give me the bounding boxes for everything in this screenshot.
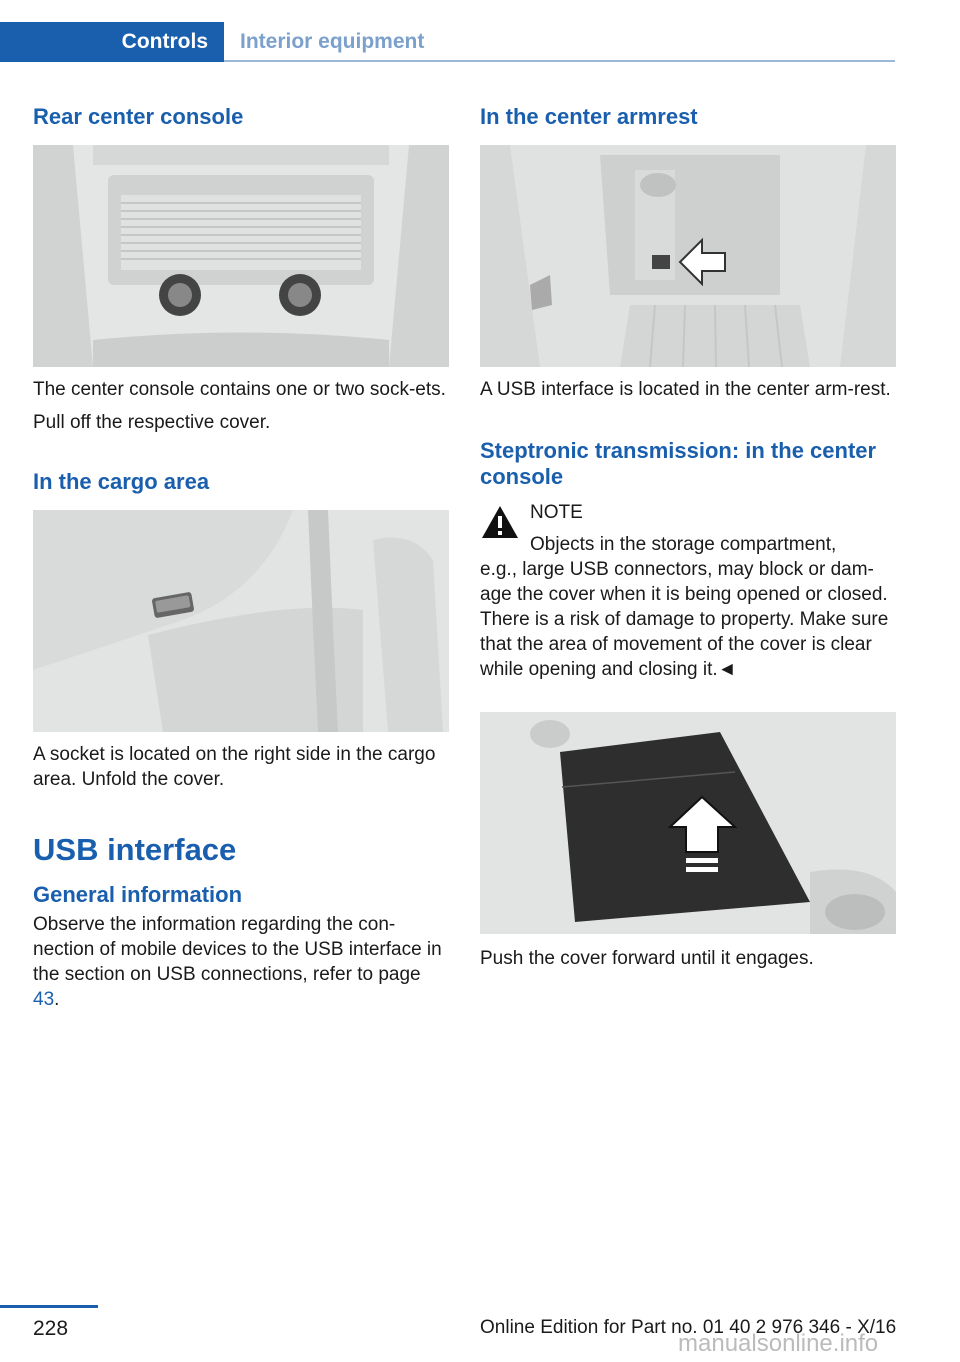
general-info-heading: General information	[33, 882, 243, 907]
note-text: e.g., large USB connectors, may block or dam-age the cover when it is being opened or closed. There is a risk of damage to property. Make sure that the area of movement of the cover is clear while opening and closing it.◄	[480, 559, 889, 680]
edition-text: Online Edition for Part no. 01 40 2 976 346 - X/16	[480, 1317, 897, 1338]
steptronic-cover-image	[480, 712, 896, 934]
header-divider	[224, 60, 895, 62]
note-block	[480, 500, 896, 557]
cargo-area-image	[33, 510, 449, 732]
tab-interior-equipment[interactable]: Interior equipment	[240, 30, 425, 53]
rear-console-image	[33, 145, 449, 367]
note-first-line: Objects in the storage compartment,	[530, 534, 837, 555]
page-number: 228	[33, 1317, 69, 1340]
right-column	[480, 100, 896, 971]
armrest-text: A USB interface is located in the center arm-rest.	[480, 379, 891, 400]
tab-controls[interactable]: Controls	[0, 22, 224, 62]
usb-heading: USB interface	[33, 832, 237, 867]
cargo-heading: In the cargo area	[33, 469, 210, 494]
steptronic-heading: Steptronic transmission: in the center console	[480, 438, 877, 489]
header-bar	[0, 22, 895, 62]
rear-console-text-1: The center console contains one or two sock-ets.	[33, 379, 446, 400]
watermark: manualsonline.info	[678, 1330, 879, 1357]
rear-console-heading: Rear center console	[33, 104, 244, 129]
armrest-heading: In the center armrest	[480, 104, 698, 129]
general-info-text: Observe the information regarding the con-nection of mobile devices to the USB interface in the section on USB connections, refer to page 43.	[33, 914, 442, 1010]
page-43-link[interactable]: 43	[33, 989, 55, 1010]
left-column	[33, 100, 449, 1012]
warning-icon	[480, 504, 520, 540]
rear-console-text-2: Pull off the respective cover.	[33, 412, 271, 433]
footer-divider	[0, 1305, 98, 1308]
armrest-image	[480, 145, 896, 367]
push-cover-text: Push the cover forward until it engages.	[480, 948, 814, 969]
note-label: NOTE	[530, 502, 583, 523]
cargo-text: A socket is located on the right side in the cargo area. Unfold the cover.	[33, 744, 436, 790]
